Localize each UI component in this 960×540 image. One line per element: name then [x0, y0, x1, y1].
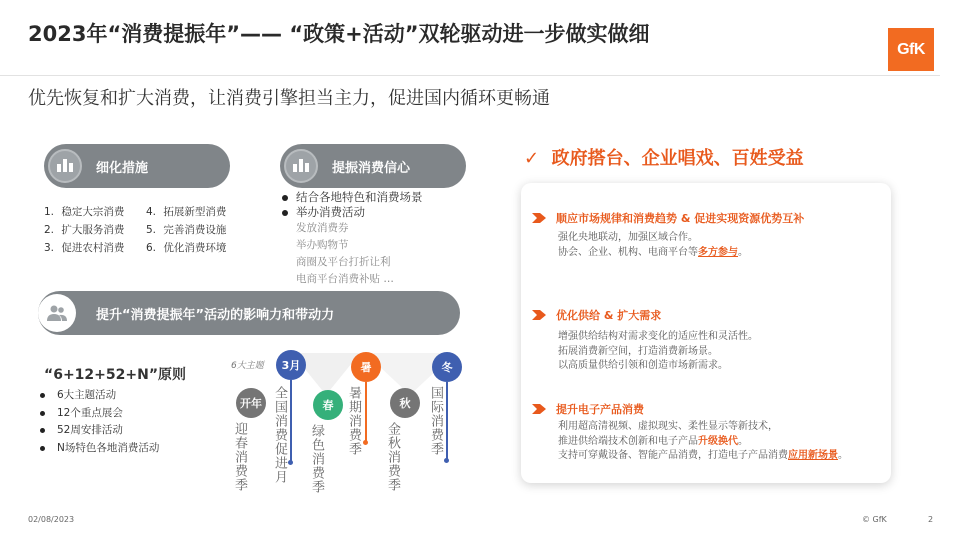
theme-text: 暑期消费季: [346, 386, 361, 456]
footer-copyright: © GfK: [862, 515, 887, 524]
list-item: 12个重点展会: [40, 405, 159, 423]
slide-title: 2023年“消费提振年”—— “政策+活动”双轮驱动进一步做实做细: [28, 22, 650, 46]
timeline-dot: [444, 458, 449, 463]
list-item: 3. 促进农村消费: [44, 242, 125, 254]
theme-text: 绿色消费季: [309, 424, 324, 494]
arrow-right-icon: [532, 402, 546, 416]
measures-list-1: [44, 203, 124, 257]
gfk-logo: GfK: [888, 28, 934, 71]
header-divider: [0, 75, 940, 76]
measures-pill: [44, 144, 230, 188]
people-icon: [38, 294, 76, 332]
arrow-right-icon: [532, 211, 546, 225]
list-item: 结合各地特色和消费场景: [282, 190, 423, 205]
arrow-right-icon: [532, 308, 546, 322]
measures-list-2: [146, 203, 226, 257]
timeline-line: [290, 380, 292, 462]
list-item: 6. 优化消费环境: [146, 242, 227, 254]
confidence-pill: [280, 144, 466, 188]
theme-badge-kainian: 开年: [236, 388, 266, 418]
check-icon: ✓: [524, 148, 540, 169]
themes-label: 6大主题: [231, 361, 264, 371]
timeline-line: [446, 382, 448, 460]
promote-pill: [38, 291, 460, 335]
theme-text: 迎春消费季: [232, 422, 247, 492]
list-item: 4. 拓展新型消费: [146, 206, 227, 218]
principle-list: [40, 387, 159, 457]
sub-item: 举办购物节: [296, 239, 349, 251]
list-item: 5. 完善消费设施: [146, 224, 227, 236]
slide-subtitle: 优先恢复和扩大消费，让消费引擎担当主力，促进国内循环更畅通: [28, 88, 550, 109]
sub-item: 电商平台消费补贴 …: [296, 273, 394, 285]
section-body: 增强供给结构对需求变化的适应性和灵活性。 拓展消费新空间，打造消费新场景。 以高质量供给引领和创造市场新需求。: [558, 331, 758, 371]
confidence-bullets: [282, 190, 423, 288]
list-item: 6大主题活动: [40, 387, 159, 405]
section-body: 利用超高清视频、虚拟现实、柔性显示等新技术， 推进供给端技术创新和电子产品升级换代。 支持可穿戴设备、智能产品消费，打造电子产品消费应用新场景。: [558, 421, 848, 461]
theme-badge-spring: 春: [313, 390, 343, 420]
theme-badge-winter: 冬: [432, 352, 462, 382]
principle-title: “6+12+52+N”原则: [44, 367, 187, 383]
page-number: 2: [928, 515, 934, 524]
theme-badge-summer: 暑: [351, 352, 381, 382]
section-body: 强化央地联动，加强区域合作。 协会、企业、机构、电商平台等多方参与。: [558, 232, 748, 258]
list-item: 1. 稳定大宗消费: [44, 206, 125, 218]
bar-chart-icon: [48, 149, 82, 183]
section-heading: 顺应市场规律和消费趋势 & 促进实现资源优势互补: [532, 210, 804, 226]
list-item: 举办消费活动: [282, 205, 423, 220]
timeline-dot: [363, 440, 368, 445]
promote-title: 提升“消费提振年”活动的影响力和带动力: [96, 307, 335, 323]
timeline-line: [365, 382, 367, 442]
sub-item: 发放消费券: [296, 222, 349, 234]
list-item: 2. 扩大服务消费: [44, 224, 125, 236]
timeline-dot: [288, 460, 293, 465]
bar-chart-icon: [284, 149, 318, 183]
theme-badge-march: 3月: [276, 350, 306, 380]
section-heading: 提升电子产品消费: [532, 401, 644, 417]
theme-badge-autumn: 秋: [390, 388, 420, 418]
theme-text: 全国消费促进月: [272, 386, 287, 484]
section-heading: 优化供给 & 扩大需求: [532, 307, 661, 323]
theme-text: 金秋消费季: [385, 422, 400, 492]
sub-item: 商圈及平台打折让利: [296, 256, 391, 268]
list-item: 52周安排活动: [40, 422, 159, 440]
footer-date: 02/08/2023: [28, 515, 75, 524]
theme-text: 国际消费季: [428, 386, 443, 456]
measures-title: 细化措施: [96, 160, 149, 176]
list-item: N场特色各地消费活动: [40, 440, 159, 458]
right-panel-title: ✓ 政府搭台、企业唱戏、百姓受益: [524, 148, 804, 169]
confidence-title: 提振消费信心: [332, 160, 411, 176]
